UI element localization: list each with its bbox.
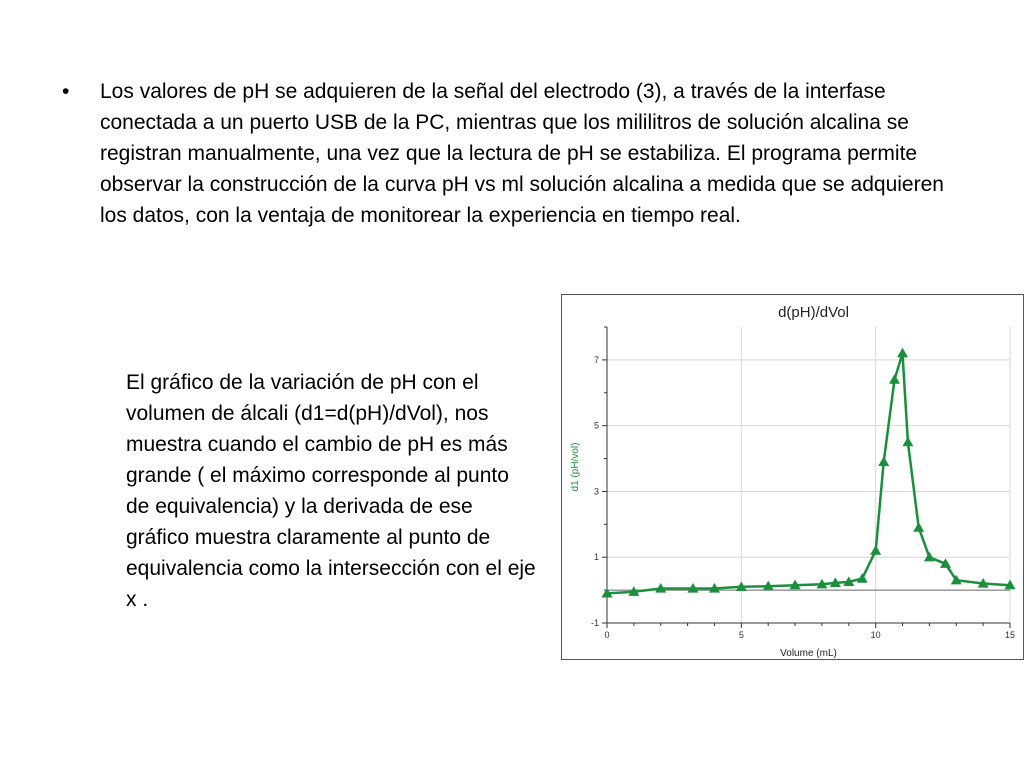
x-tick-label: 5: [738, 630, 744, 640]
y-tick-label: 5: [593, 420, 599, 431]
data-point: [878, 456, 889, 466]
chart-description: El gráfico de la variación de pH con el volumen de álcali (d1=d(pH)/dVol), nos muestra cuando el cambio de pH es más grande ( el máximo corresponde al punto de equivalencia) y la derivada de ese gráfico muestra claramente al punto de equivalencia como la intersección con el eje x .: [126, 371, 536, 611]
x-tick-label: 10: [870, 630, 881, 640]
y-tick-label: 3: [593, 486, 599, 497]
data-point: [857, 573, 868, 583]
chart-canvas: [562, 295, 1024, 661]
y-tick-label: 1: [593, 552, 599, 563]
data-point: [889, 374, 900, 384]
y-axis-label: d1 (pH/vol): [570, 442, 581, 492]
y-tick-label: -1: [590, 618, 599, 628]
data-point: [870, 545, 881, 555]
chart-title: d(pH)/dVol: [778, 304, 849, 321]
data-point: [924, 552, 935, 562]
y-tick-label: 7: [593, 354, 599, 365]
x-tick-label: 0: [604, 630, 610, 640]
bullet-paragraph: [62, 76, 972, 231]
data-point: [897, 348, 908, 358]
data-point: [902, 437, 913, 447]
x-axis-label: Volume (mL): [780, 648, 837, 659]
bullet-mark: •: [62, 80, 70, 103]
bullet-text: Los valores de pH se adquieren de la señal del electrodo (3), a través de la interfase conectada a un puerto USB de la PC, mientras que los mililitros de solución alcalina se registran manualmente, una vez que la lectura de pH se estabiliza. El programa permite observar la construcción de la curva pH vs ml solución alcalina a medida que se adquieren los datos, con la ventaja de monitorear la experiencia en tiempo real.: [100, 80, 944, 227]
data-point: [913, 522, 924, 532]
x-tick-label: 15: [1004, 630, 1016, 640]
derivative-chart: [561, 294, 1024, 660]
